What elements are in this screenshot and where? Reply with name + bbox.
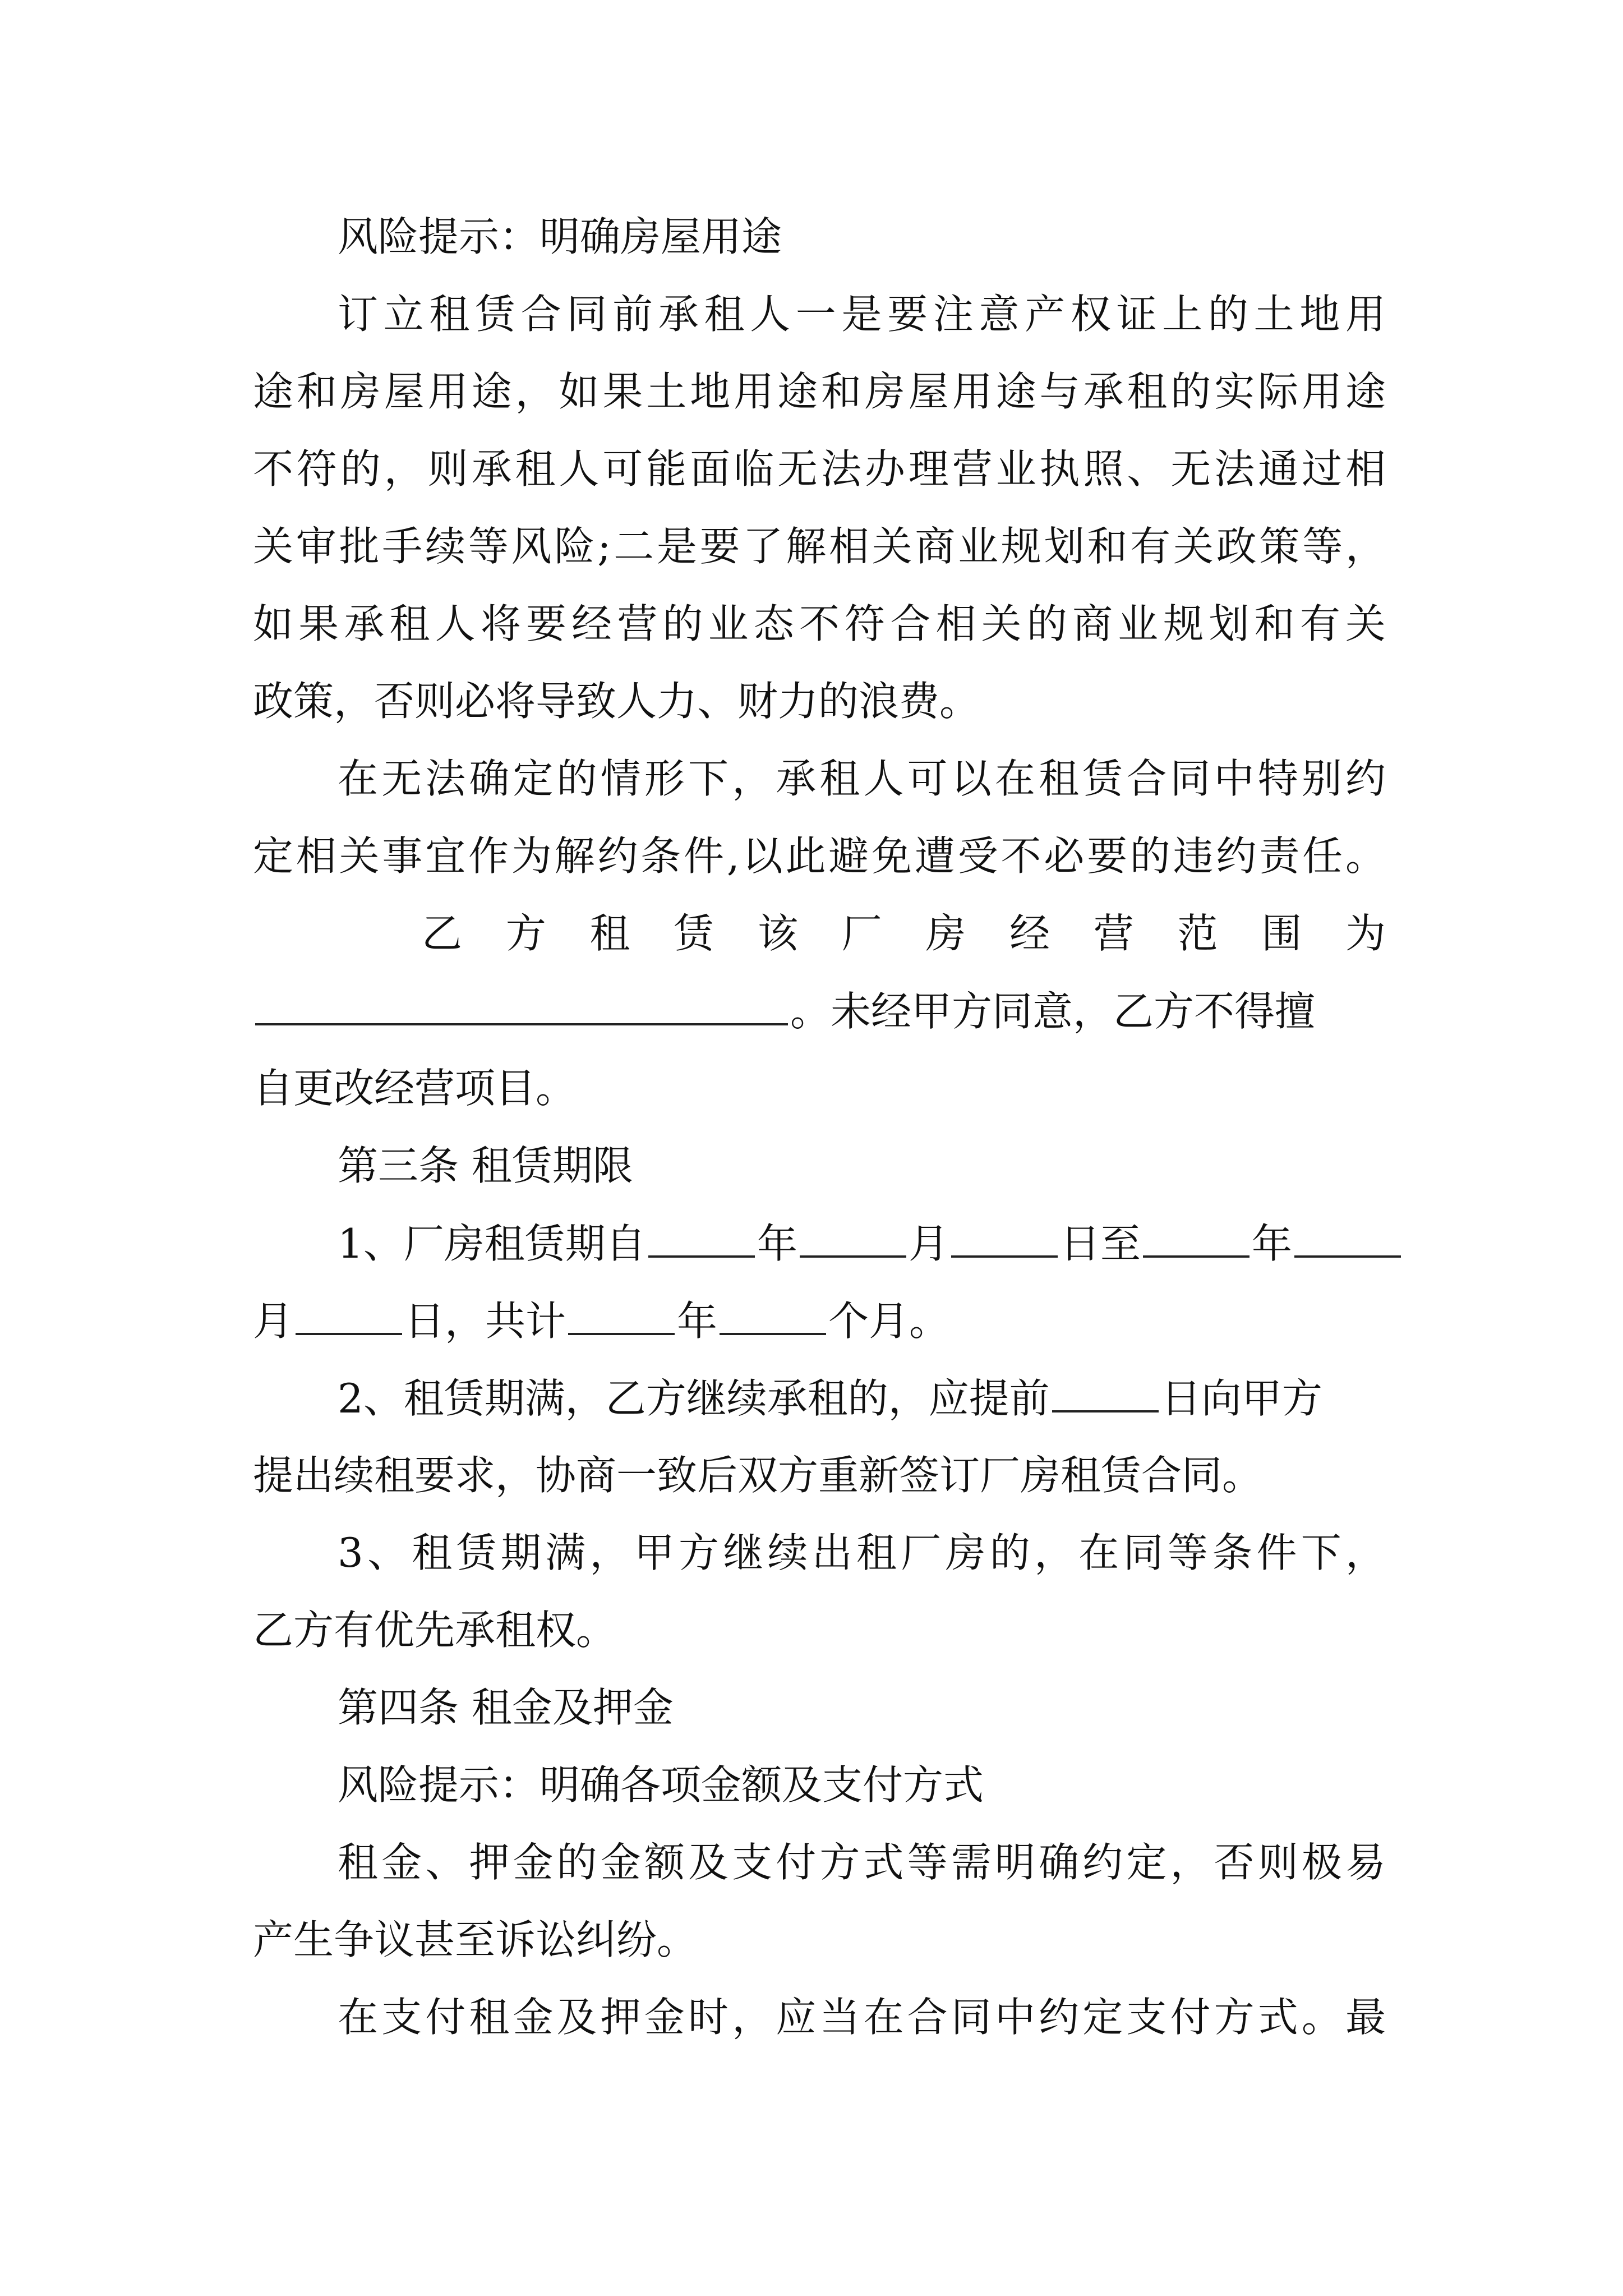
paragraph-text: 日向甲方 bbox=[1160, 1375, 1322, 1422]
end-year-blank bbox=[1143, 1215, 1249, 1258]
paragraph-line: 关审批手续等风险;二是要了解相关商业规划和有关政策等， bbox=[253, 523, 1386, 570]
business-scope-fill-line bbox=[253, 983, 1386, 1039]
risk-heading-payment: 风险提示：明确各项金额及支付方式 bbox=[338, 1761, 984, 1809]
paragraph-line: 定相关事宜作为解约条件,以此避免遭受不必要的违约责任。 bbox=[253, 832, 1386, 880]
unit-text: 个月。 bbox=[828, 1297, 950, 1345]
paragraph-line: 3、租赁期满，甲方继续出租厂房的，在同等条件下， bbox=[338, 1529, 1386, 1576]
business-scope-line: 乙 方 租 赁 该 厂 房 经 营 范 围 为 bbox=[422, 910, 1386, 957]
start-month-blank bbox=[800, 1215, 906, 1258]
paragraph-text: 。未经甲方同意，乙方不得擅 bbox=[790, 988, 1316, 1035]
paragraph-line: 政策，否则必将导致人力、财力的浪费。 bbox=[253, 678, 980, 725]
paragraph-line: 乙方有优先承租权。 bbox=[253, 1607, 617, 1654]
unit-text: 月 bbox=[253, 1297, 294, 1345]
end-day-blank bbox=[296, 1292, 402, 1335]
unit-text: 年 bbox=[677, 1297, 718, 1345]
paragraph-line: 订立租赁合同前承租人一是要注意产权证上的土地用 bbox=[338, 291, 1386, 338]
unit-text: 年 bbox=[1251, 1220, 1292, 1267]
start-year-blank bbox=[648, 1215, 755, 1258]
renewal-days-blank bbox=[1052, 1370, 1159, 1412]
paragraph-line: 自更改经营项目。 bbox=[253, 1065, 577, 1112]
article-4-title: 第四条 租金及押金 bbox=[338, 1684, 674, 1731]
unit-text: 日，共计 bbox=[404, 1297, 566, 1345]
total-months-blank bbox=[720, 1292, 826, 1335]
lease-term-line-2 bbox=[253, 1292, 1386, 1349]
paragraph-text: 2、租赁期满，乙方继续承租的，应提前 bbox=[338, 1375, 1050, 1422]
business-scope-blank bbox=[255, 983, 788, 1025]
lease-term-line bbox=[338, 1215, 1386, 1272]
article-3-title: 第三条 租赁期限 bbox=[338, 1142, 633, 1189]
unit-text: 日至 bbox=[1059, 1220, 1141, 1267]
unit-text: 月 bbox=[908, 1220, 949, 1267]
paragraph-line: 如果承租人将要经营的业态不符合相关的商业规划和有关 bbox=[253, 600, 1386, 647]
unit-text: 年 bbox=[757, 1220, 797, 1267]
paragraph-line: 提出续租要求，协商一致后双方重新签订厂房租赁合同。 bbox=[253, 1452, 1263, 1499]
risk-heading-usage: 风险提示：明确房屋用途 bbox=[338, 213, 782, 260]
paragraph-line: 产生争议甚至诉讼纠纷。 bbox=[253, 1916, 698, 1963]
end-month-blank bbox=[1294, 1215, 1401, 1258]
paragraph-line: 不符的，则承租人可能面临无法办理营业执照、无法通过相 bbox=[253, 445, 1386, 493]
paragraph-text: 1、厂房租赁期自 bbox=[338, 1220, 646, 1267]
paragraph-line: 途和房屋用途，如果土地用途和房屋用途与承租的实际用途 bbox=[253, 368, 1386, 415]
start-day-blank bbox=[951, 1215, 1058, 1258]
total-years-blank bbox=[568, 1292, 675, 1335]
paragraph-line: 在支付租金及押金时，应当在合同中约定支付方式。最 bbox=[338, 1994, 1386, 2041]
paragraph-line: 在无法确定的情形下，承租人可以在租赁合同中特别约 bbox=[338, 755, 1386, 802]
renewal-line bbox=[338, 1370, 1386, 1427]
paragraph-line: 租金、押金的金额及支付方式等需明确约定，否则极易 bbox=[338, 1839, 1386, 1886]
